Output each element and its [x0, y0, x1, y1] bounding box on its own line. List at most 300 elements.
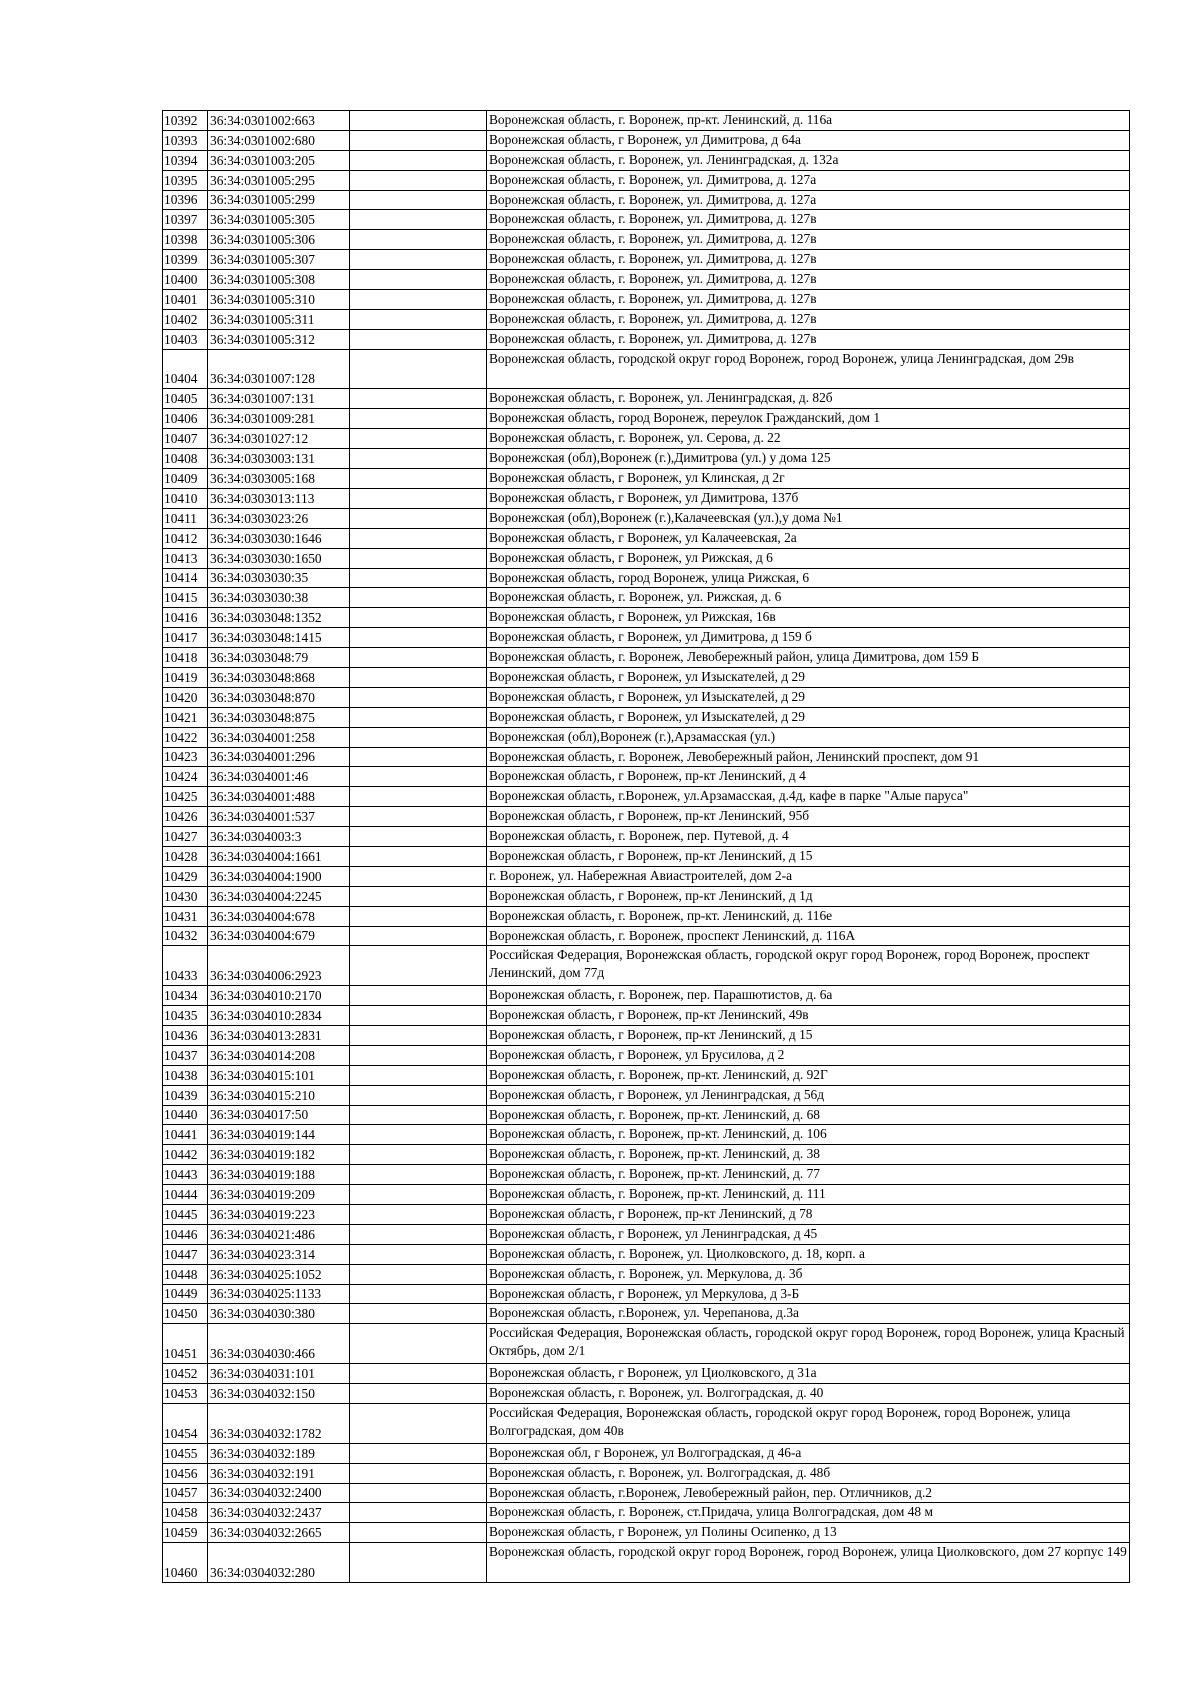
address-cell: Воронежская область, город Воронеж, переулок Гражданский, дом 1	[487, 409, 1130, 429]
table-row	[163, 946, 1130, 986]
table-row	[163, 1403, 1130, 1443]
table-row	[163, 309, 1130, 329]
row-number-cell: 10449	[163, 1284, 208, 1304]
cadastral-number-cell: 36:34:0303023:26	[208, 508, 350, 528]
row-number-cell: 10439	[163, 1085, 208, 1105]
empty-cell	[350, 488, 487, 508]
table-row	[163, 608, 1130, 628]
address-cell: Воронежская область, г Воронеж, ул Рижская, 16в	[487, 608, 1130, 628]
address-cell: Воронежская область, г. Воронеж, проспект Ленинский, д. 116А	[487, 926, 1130, 946]
cadastral-number-cell: 36:34:0304004:679	[208, 926, 350, 946]
cadastral-number-cell: 36:34:0301005:308	[208, 270, 350, 290]
row-number-cell: 10459	[163, 1523, 208, 1543]
cadastral-number-cell: 36:34:0301002:663	[208, 111, 350, 131]
cadastral-number-cell: 36:34:0301009:281	[208, 409, 350, 429]
table-row	[163, 807, 1130, 827]
table-row	[163, 130, 1130, 150]
row-number-cell: 10450	[163, 1304, 208, 1324]
cadastral-number-cell: 36:34:0303048:79	[208, 648, 350, 668]
table-row	[163, 588, 1130, 608]
address-cell: Воронежская область, г. Воронеж, пр-кт. Ленинский, д. 92Г	[487, 1065, 1130, 1085]
cadastral-number-cell: 36:34:0304001:46	[208, 767, 350, 787]
empty-cell	[350, 1165, 487, 1185]
row-number-cell: 10416	[163, 608, 208, 628]
cadastral-number-cell: 36:34:0304023:314	[208, 1244, 350, 1264]
row-number-cell: 10420	[163, 687, 208, 707]
row-number-cell: 10435	[163, 1006, 208, 1026]
address-cell: Воронежская область, г Воронеж, ул Ленинградская, д 45	[487, 1224, 1130, 1244]
address-cell: Воронежская область, г. Воронеж, ул. Димитрова, д. 127в	[487, 270, 1130, 290]
cadastral-number-cell: 36:34:0301005:310	[208, 290, 350, 310]
row-number-cell: 10415	[163, 588, 208, 608]
empty-cell	[350, 1145, 487, 1165]
empty-cell	[350, 1463, 487, 1483]
row-number-cell: 10394	[163, 150, 208, 170]
empty-cell	[350, 290, 487, 310]
row-number-cell: 10411	[163, 508, 208, 528]
empty-cell	[350, 270, 487, 290]
empty-cell	[350, 807, 487, 827]
address-cell: Воронежская область, г Воронеж, ул Изыскателей, д 29	[487, 707, 1130, 727]
table-row	[163, 727, 1130, 747]
row-number-cell: 10403	[163, 329, 208, 349]
empty-cell	[350, 1443, 487, 1463]
row-number-cell: 10402	[163, 309, 208, 329]
cadastral-number-cell: 36:34:0303048:875	[208, 707, 350, 727]
table-row	[163, 1065, 1130, 1085]
address-cell: Воронежская область, г Воронеж, пр-кт Ленинский, д 1д	[487, 886, 1130, 906]
address-cell: Воронежская область, г Воронеж, пр-кт Ленинский, д 78	[487, 1205, 1130, 1225]
empty-cell	[350, 111, 487, 131]
empty-cell	[350, 150, 487, 170]
empty-cell	[350, 827, 487, 847]
address-cell: Воронежская область, г. Воронеж, ул. Ленинградская, д. 132а	[487, 150, 1130, 170]
row-number-cell: 10455	[163, 1443, 208, 1463]
cadastral-number-cell: 36:34:0304021:486	[208, 1224, 350, 1244]
cadastral-number-cell: 36:34:0301027:12	[208, 429, 350, 449]
table-row	[163, 1503, 1130, 1523]
empty-cell	[350, 309, 487, 329]
empty-cell	[350, 1026, 487, 1046]
address-cell: Воронежская область, г Воронеж, ул Меркулова, д 3-Б	[487, 1284, 1130, 1304]
cadastral-number-cell: 36:34:0304032:189	[208, 1443, 350, 1463]
empty-cell	[350, 389, 487, 409]
empty-cell	[350, 648, 487, 668]
address-cell: Воронежская область, г Воронеж, ул Ленинградская, д 56д	[487, 1085, 1130, 1105]
address-cell: Воронежская область, г. Воронеж, пр-кт. Ленинский, д. 116а	[487, 111, 1130, 131]
table-row	[163, 111, 1130, 131]
row-number-cell: 10445	[163, 1205, 208, 1225]
table-row	[163, 1224, 1130, 1244]
table-row	[163, 886, 1130, 906]
table-row	[163, 1026, 1130, 1046]
empty-cell	[350, 469, 487, 489]
table-row	[163, 548, 1130, 568]
cadastral-number-cell: 36:34:0304010:2834	[208, 1006, 350, 1026]
empty-cell	[350, 548, 487, 568]
table-row	[163, 469, 1130, 489]
row-number-cell: 10404	[163, 349, 208, 389]
address-cell: Воронежская область, г.Воронеж, Левобережный район, пер. Отличников, д.2	[487, 1483, 1130, 1503]
table-row	[163, 986, 1130, 1006]
address-cell: Воронежская область, г Воронеж, пр-кт Ленинский, д 4	[487, 767, 1130, 787]
table-row	[163, 568, 1130, 588]
address-cell: Воронежская область, г. Воронеж, пер. Парашютистов, д. 6а	[487, 986, 1130, 1006]
table-row	[163, 250, 1130, 270]
row-number-cell: 10451	[163, 1324, 208, 1364]
registry-table	[162, 110, 1130, 1583]
empty-cell	[350, 1224, 487, 1244]
cadastral-number-cell: 36:34:0303030:38	[208, 588, 350, 608]
address-cell: Воронежская область, городской округ город Воронеж, город Воронеж, улица Ленинградская, дом 29в	[487, 349, 1130, 389]
cadastral-number-cell: 36:34:0304003:3	[208, 827, 350, 847]
empty-cell	[350, 1205, 487, 1225]
row-number-cell: 10453	[163, 1384, 208, 1404]
row-number-cell: 10436	[163, 1026, 208, 1046]
address-cell: Воронежская область, г Воронеж, пр-кт Ленинский, д 15	[487, 1026, 1130, 1046]
cadastral-number-cell: 36:34:0304001:488	[208, 787, 350, 807]
cadastral-number-cell: 36:34:0301005:299	[208, 190, 350, 210]
row-number-cell: 10440	[163, 1105, 208, 1125]
address-cell: Воронежская область, г. Воронеж, пер. Путевой, д. 4	[487, 827, 1130, 847]
row-number-cell: 10392	[163, 111, 208, 131]
cadastral-number-cell: 36:34:0304019:188	[208, 1165, 350, 1185]
cadastral-number-cell: 36:34:0304032:1782	[208, 1403, 350, 1443]
table-row	[163, 1264, 1130, 1284]
row-number-cell: 10421	[163, 707, 208, 727]
table-row	[163, 1185, 1130, 1205]
empty-cell	[350, 409, 487, 429]
empty-cell	[350, 1503, 487, 1523]
cadastral-number-cell: 36:34:0303048:1352	[208, 608, 350, 628]
registry-table-body	[163, 111, 1130, 1583]
row-number-cell: 10408	[163, 449, 208, 469]
cadastral-number-cell: 36:34:0303030:1650	[208, 548, 350, 568]
row-number-cell: 10406	[163, 409, 208, 429]
row-number-cell: 10405	[163, 389, 208, 409]
row-number-cell: 10428	[163, 846, 208, 866]
empty-cell	[350, 946, 487, 986]
address-cell: Воронежская область, г Воронеж, пр-кт Ленинский, 49в	[487, 1006, 1130, 1026]
row-number-cell: 10424	[163, 767, 208, 787]
row-number-cell: 10418	[163, 648, 208, 668]
cadastral-number-cell: 36:34:0304015:101	[208, 1065, 350, 1085]
empty-cell	[350, 1543, 487, 1583]
cadastral-number-cell: 36:34:0304032:2665	[208, 1523, 350, 1543]
cadastral-number-cell: 36:34:0301003:205	[208, 150, 350, 170]
address-cell: Воронежская область, г. Воронеж, ул. Димитрова, д. 127в	[487, 309, 1130, 329]
empty-cell	[350, 846, 487, 866]
table-row	[163, 747, 1130, 767]
table-row	[163, 1483, 1130, 1503]
address-cell: Российская Федерация, Воронежская область, городской округ город Воронеж, город Воронеж, проспект Ленинский, дом 77д	[487, 946, 1130, 986]
empty-cell	[350, 190, 487, 210]
row-number-cell: 10430	[163, 886, 208, 906]
table-row	[163, 1364, 1130, 1384]
address-cell: Воронежская область, г. Воронеж, Левобережный район, Ленинский проспект, дом 91	[487, 747, 1130, 767]
empty-cell	[350, 926, 487, 946]
empty-cell	[350, 230, 487, 250]
empty-cell	[350, 628, 487, 648]
cadastral-number-cell: 36:34:0303030:35	[208, 568, 350, 588]
address-cell: Воронежская область, г. Воронеж, Левобережный район, улица Димитрова, дом 159 Б	[487, 648, 1130, 668]
cadastral-number-cell: 36:34:0301005:306	[208, 230, 350, 250]
row-number-cell: 10431	[163, 906, 208, 926]
table-row	[163, 1125, 1130, 1145]
row-number-cell: 10457	[163, 1483, 208, 1503]
table-row	[163, 1384, 1130, 1404]
row-number-cell: 10412	[163, 528, 208, 548]
empty-cell	[350, 449, 487, 469]
address-cell: Воронежская область, г. Воронеж, ул. Димитрова, д. 127в	[487, 230, 1130, 250]
address-cell: Воронежская область, г. Воронеж, ул. Волгоградская, д. 40	[487, 1384, 1130, 1404]
table-row	[163, 1244, 1130, 1264]
cadastral-number-cell: 36:34:0301007:128	[208, 349, 350, 389]
cadastral-number-cell: 36:34:0304019:209	[208, 1185, 350, 1205]
empty-cell	[350, 349, 487, 389]
address-cell: Воронежская область, г Воронеж, ул Клинская, д 2г	[487, 469, 1130, 489]
table-row	[163, 827, 1130, 847]
address-cell: Воронежская область, г. Воронеж, ул. Димитрова, д. 127а	[487, 170, 1130, 190]
cadastral-number-cell: 36:34:0304001:537	[208, 807, 350, 827]
table-row	[163, 926, 1130, 946]
row-number-cell: 10432	[163, 926, 208, 946]
table-row	[163, 1443, 1130, 1463]
address-cell: Воронежская область, г. Воронеж, ул. Димитрова, д. 127а	[487, 190, 1130, 210]
empty-cell	[350, 767, 487, 787]
address-cell: Воронежская область, г.Воронеж, ул.Арзамасская, д.4д, кафе в парке "Алые паруса"	[487, 787, 1130, 807]
address-cell: Воронежская область, г. Воронеж, ул. Циолковского, д. 18, корп. а	[487, 1244, 1130, 1264]
address-cell: Воронежская область, г Воронеж, ул Димитрова, 137б	[487, 488, 1130, 508]
row-number-cell: 10423	[163, 747, 208, 767]
empty-cell	[350, 1304, 487, 1324]
address-cell: Воронежская область, г. Воронеж, ул. Димитрова, д. 127в	[487, 250, 1130, 270]
row-number-cell: 10398	[163, 230, 208, 250]
address-cell: Воронежская область, г.Воронеж, ул. Черепанова, д.3а	[487, 1304, 1130, 1324]
empty-cell	[350, 1324, 487, 1364]
row-number-cell: 10400	[163, 270, 208, 290]
empty-cell	[350, 1085, 487, 1105]
cadastral-number-cell: 36:34:0301005:305	[208, 210, 350, 230]
address-cell: Воронежская (обл),Воронеж (г.),Калачеевская (ул.),у дома №1	[487, 508, 1130, 528]
address-cell: Воронежская область, г. Воронеж, ст.Придача, улица Волгоградская, дом 48 м	[487, 1503, 1130, 1523]
address-cell: Воронежская область, г Воронеж, пр-кт Ленинский, д 15	[487, 846, 1130, 866]
table-row	[163, 349, 1130, 389]
row-number-cell: 10401	[163, 290, 208, 310]
row-number-cell: 10458	[163, 1503, 208, 1523]
cadastral-number-cell: 36:34:0304006:2923	[208, 946, 350, 986]
row-number-cell: 10396	[163, 190, 208, 210]
row-number-cell: 10456	[163, 1463, 208, 1483]
address-cell: Воронежская область, город Воронеж, улица Рижская, 6	[487, 568, 1130, 588]
empty-cell	[350, 667, 487, 687]
cadastral-number-cell: 36:34:0304010:2170	[208, 986, 350, 1006]
empty-cell	[350, 1185, 487, 1205]
row-number-cell: 10452	[163, 1364, 208, 1384]
empty-cell	[350, 528, 487, 548]
empty-cell	[350, 906, 487, 926]
address-cell: Воронежская область, г. Воронеж, пр-кт. Ленинский, д. 111	[487, 1185, 1130, 1205]
row-number-cell: 10442	[163, 1145, 208, 1165]
table-row	[163, 787, 1130, 807]
address-cell: Воронежская область, г. Воронеж, пр-кт. Ленинский, д. 106	[487, 1125, 1130, 1145]
cadastral-number-cell: 36:34:0303048:868	[208, 667, 350, 687]
cadastral-number-cell: 36:34:0304032:150	[208, 1384, 350, 1404]
cadastral-number-cell: 36:34:0304031:101	[208, 1364, 350, 1384]
row-number-cell: 10417	[163, 628, 208, 648]
cadastral-number-cell: 36:34:0301005:312	[208, 329, 350, 349]
row-number-cell: 10433	[163, 946, 208, 986]
row-number-cell: 10444	[163, 1185, 208, 1205]
table-row	[163, 628, 1130, 648]
empty-cell	[350, 1523, 487, 1543]
row-number-cell: 10409	[163, 469, 208, 489]
empty-cell	[350, 1006, 487, 1026]
table-row	[163, 190, 1130, 210]
cadastral-number-cell: 36:34:0304001:258	[208, 727, 350, 747]
empty-cell	[350, 747, 487, 767]
row-number-cell: 10446	[163, 1224, 208, 1244]
empty-cell	[350, 1065, 487, 1085]
table-row	[163, 1205, 1130, 1225]
empty-cell	[350, 210, 487, 230]
row-number-cell: 10443	[163, 1165, 208, 1185]
cadastral-number-cell: 36:34:0303005:168	[208, 469, 350, 489]
empty-cell	[350, 687, 487, 707]
cadastral-number-cell: 36:34:0304025:1052	[208, 1264, 350, 1284]
cadastral-number-cell: 36:34:0304025:1133	[208, 1284, 350, 1304]
cadastral-number-cell: 36:34:0304030:466	[208, 1324, 350, 1364]
row-number-cell: 10438	[163, 1065, 208, 1085]
table-row	[163, 429, 1130, 449]
cadastral-number-cell: 36:34:0304032:191	[208, 1463, 350, 1483]
cadastral-number-cell: 36:34:0304004:678	[208, 906, 350, 926]
table-row	[163, 449, 1130, 469]
row-number-cell: 10419	[163, 667, 208, 687]
cadastral-number-cell: 36:34:0304014:208	[208, 1045, 350, 1065]
address-cell: Воронежская (обл),Воронеж (г.),Димитрова (ул.) у дома 125	[487, 449, 1130, 469]
cadastral-number-cell: 36:34:0304019:182	[208, 1145, 350, 1165]
address-cell: Воронежская область, г. Воронеж, ул. Серова, д. 22	[487, 429, 1130, 449]
cadastral-number-cell: 36:34:0303048:1415	[208, 628, 350, 648]
cadastral-number-cell: 36:34:0304032:2437	[208, 1503, 350, 1523]
empty-cell	[350, 250, 487, 270]
empty-cell	[350, 986, 487, 1006]
row-number-cell: 10429	[163, 866, 208, 886]
cadastral-number-cell: 36:34:0304019:223	[208, 1205, 350, 1225]
cadastral-number-cell: 36:34:0304032:2400	[208, 1483, 350, 1503]
empty-cell	[350, 1264, 487, 1284]
empty-cell	[350, 727, 487, 747]
cadastral-number-cell: 36:34:0301007:131	[208, 389, 350, 409]
cadastral-number-cell: 36:34:0304017:50	[208, 1105, 350, 1125]
cadastral-number-cell: 36:34:0301005:307	[208, 250, 350, 270]
empty-cell	[350, 1284, 487, 1304]
table-row	[163, 270, 1130, 290]
empty-cell	[350, 588, 487, 608]
address-cell: Воронежская область, г. Воронеж, ул. Волгоградская, д. 48б	[487, 1463, 1130, 1483]
cadastral-number-cell: 36:34:0304013:2831	[208, 1026, 350, 1046]
address-cell: Воронежская область, г. Воронеж, ул. Димитрова, д. 127в	[487, 290, 1130, 310]
table-row	[163, 508, 1130, 528]
table-row	[163, 488, 1130, 508]
address-cell: Воронежская область, г. Воронеж, ул. Димитрова, д. 127в	[487, 329, 1130, 349]
cadastral-number-cell: 36:34:0304004:2245	[208, 886, 350, 906]
cadastral-number-cell: 36:34:0303003:131	[208, 449, 350, 469]
row-number-cell: 10410	[163, 488, 208, 508]
empty-cell	[350, 1483, 487, 1503]
address-cell: Воронежская область, г Воронеж, ул Димитрова, д 159 б	[487, 628, 1130, 648]
address-cell: Воронежская область, городской округ город Воронеж, город Воронеж, улица Циолковского, дом 27 корпус 149	[487, 1543, 1130, 1583]
address-cell: Воронежская область, г. Воронеж, пр-кт. Ленинский, д. 77	[487, 1165, 1130, 1185]
empty-cell	[350, 1403, 487, 1443]
address-cell: Воронежская область, г Воронеж, ул Циолковского, д 31а	[487, 1364, 1130, 1384]
table-row	[163, 230, 1130, 250]
address-cell: Воронежская область, г. Воронеж, ул. Димитрова, д. 127в	[487, 210, 1130, 230]
address-cell: Воронежская область, г Воронеж, ул Рижская, д 6	[487, 548, 1130, 568]
row-number-cell: 10393	[163, 130, 208, 150]
table-row	[163, 409, 1130, 429]
cadastral-number-cell: 36:34:0303048:870	[208, 687, 350, 707]
table-row	[163, 1105, 1130, 1125]
cadastral-number-cell: 36:34:0303030:1646	[208, 528, 350, 548]
row-number-cell: 10427	[163, 827, 208, 847]
cadastral-number-cell: 36:34:0303013:113	[208, 488, 350, 508]
address-cell: Воронежская область, г. Воронеж, пр-кт. Ленинский, д. 38	[487, 1145, 1130, 1165]
row-number-cell: 10454	[163, 1403, 208, 1443]
table-row	[163, 866, 1130, 886]
table-row	[163, 1324, 1130, 1364]
row-number-cell: 10441	[163, 1125, 208, 1145]
row-number-cell: 10395	[163, 170, 208, 190]
row-number-cell: 10426	[163, 807, 208, 827]
table-row	[163, 1543, 1130, 1583]
address-cell: Воронежская область, г Воронеж, ул Брусилова, д 2	[487, 1045, 1130, 1065]
empty-cell	[350, 329, 487, 349]
cadastral-number-cell: 36:34:0304004:1661	[208, 846, 350, 866]
table-row	[163, 210, 1130, 230]
address-cell: Воронежская область, г Воронеж, ул Изыскателей, д 29	[487, 667, 1130, 687]
address-cell: Воронежская область, г Воронеж, ул Изыскателей, д 29	[487, 687, 1130, 707]
row-number-cell: 10397	[163, 210, 208, 230]
row-number-cell: 10407	[163, 429, 208, 449]
cadastral-number-cell: 36:34:0301005:295	[208, 170, 350, 190]
empty-cell	[350, 1384, 487, 1404]
cadastral-number-cell: 36:34:0304001:296	[208, 747, 350, 767]
empty-cell	[350, 429, 487, 449]
table-row	[163, 648, 1130, 668]
row-number-cell: 10414	[163, 568, 208, 588]
address-cell: Воронежская область, г. Воронеж, пр-кт. Ленинский, д. 116е	[487, 906, 1130, 926]
table-row	[163, 1523, 1130, 1543]
address-cell: Воронежская область, г Воронеж, пр-кт Ленинский, 95б	[487, 807, 1130, 827]
address-cell: Воронежская (обл),Воронеж (г.),Арзамасская (ул.)	[487, 727, 1130, 747]
empty-cell	[350, 568, 487, 588]
row-number-cell: 10422	[163, 727, 208, 747]
address-cell: Воронежская обл, г Воронеж, ул Волгоградская, д 46-а	[487, 1443, 1130, 1463]
table-row	[163, 906, 1130, 926]
empty-cell	[350, 886, 487, 906]
table-row	[163, 1463, 1130, 1483]
cadastral-number-cell: 36:34:0304015:210	[208, 1085, 350, 1105]
empty-cell	[350, 1364, 487, 1384]
cadastral-number-cell: 36:34:0304030:380	[208, 1304, 350, 1324]
empty-cell	[350, 1105, 487, 1125]
row-number-cell: 10447	[163, 1244, 208, 1264]
empty-cell	[350, 787, 487, 807]
address-cell: Воронежская область, г Воронеж, ул Димитрова, д 64а	[487, 130, 1130, 150]
table-row	[163, 290, 1130, 310]
